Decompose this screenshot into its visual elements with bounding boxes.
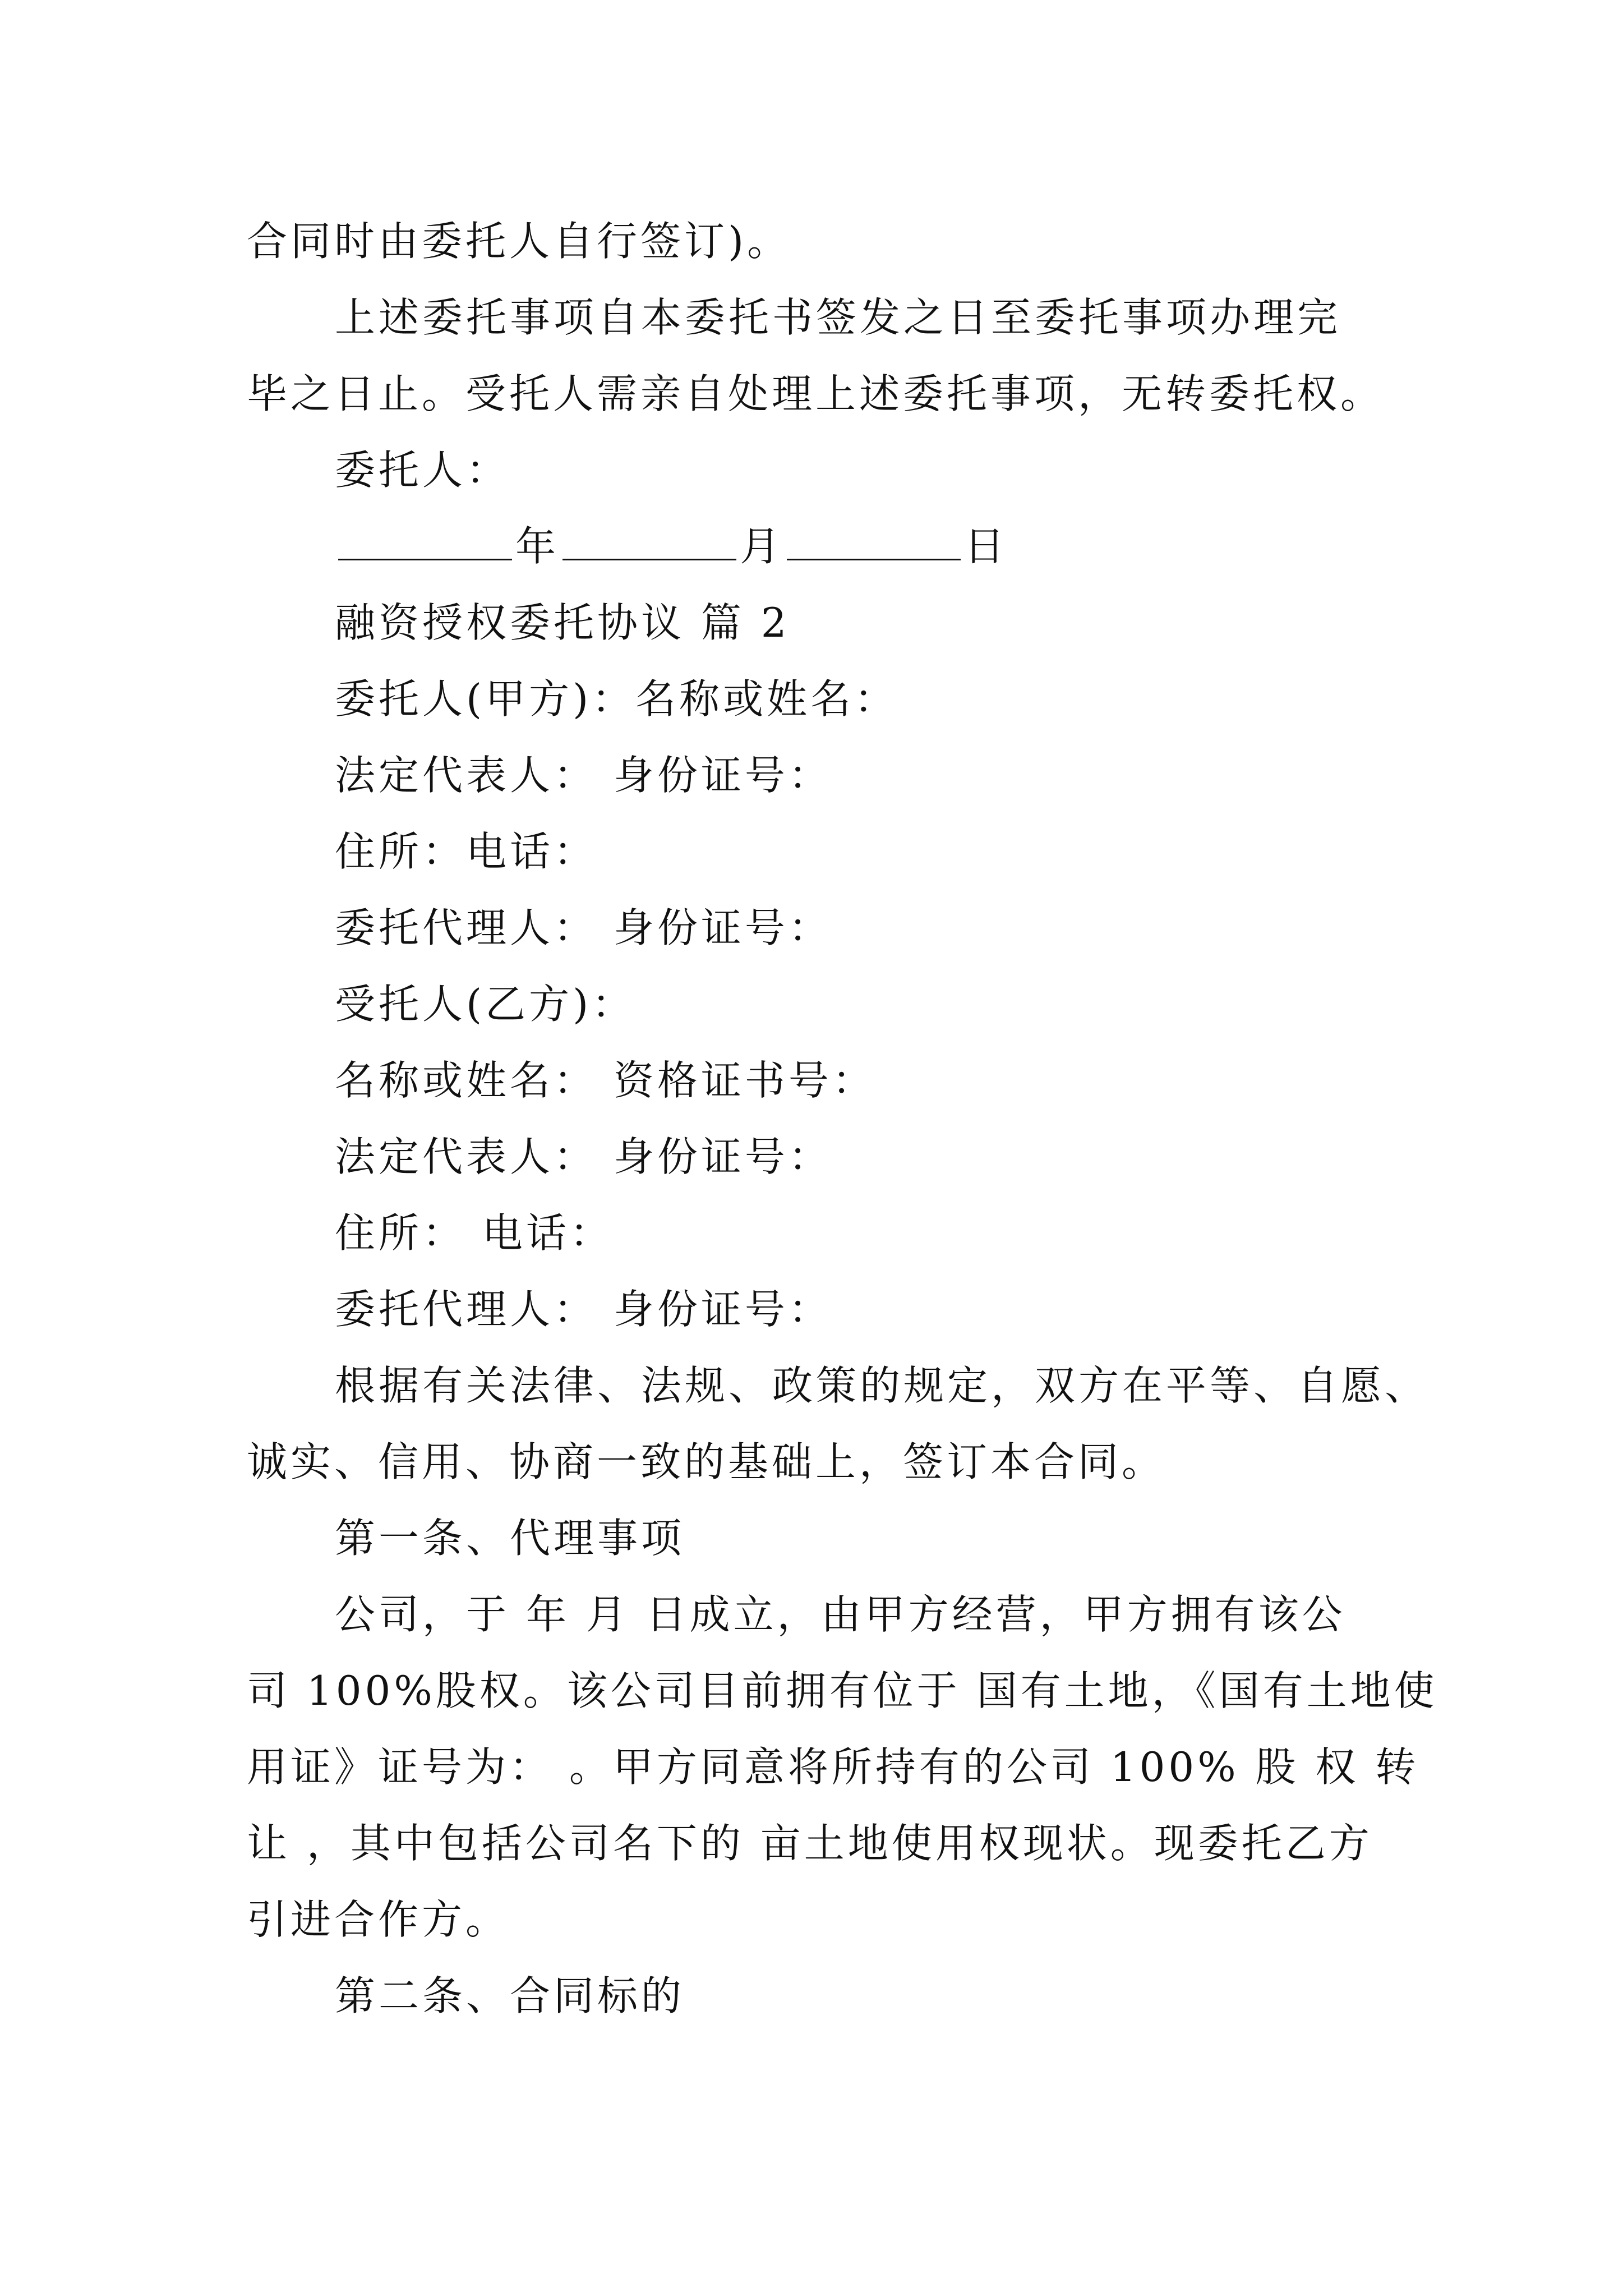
text-line: 根据有关法律、法规、政策的规定，双方在平等、自愿、 (335, 1362, 1429, 1409)
text-line: 住所：电话： (335, 828, 598, 875)
section-title: 融资授权委托协议 篇 2 (335, 599, 790, 646)
text-line: 委托人(甲方)：名称或姓名： (335, 675, 898, 723)
text-line: 法定代表人： 身份证号： (335, 1133, 832, 1180)
text-line: 委托人： (335, 447, 510, 494)
text-line: 名称或姓名： 资格证书号： (335, 1057, 876, 1104)
month-label: 月 (740, 523, 784, 570)
article-heading: 第二条、合同标的 (335, 1972, 685, 2019)
text-line: 毕之日止。受托人需亲自处理上述委托事项，无转委托权。 (247, 370, 1385, 417)
text-line: 公司，于 年 月 日成立，由甲方经营，甲方拥有该公 (335, 1591, 1346, 1638)
text-line: 上述委托事项自本委托书签发之日至委托事项办理完 (335, 294, 1341, 341)
text-line: 诚实、信用、协商一致的基础上，签订本合同。 (247, 1438, 1166, 1485)
text-line: 委托代理人： 身份证号： (335, 904, 832, 951)
signature-date-line (335, 519, 1008, 573)
day-label: 日 (964, 523, 1008, 570)
text-line: 委托代理人： 身份证号： (335, 1286, 832, 1333)
text-line: 住所： 电话： (335, 1209, 614, 1257)
text-line: 受托人(乙方)： (335, 981, 636, 1028)
text-line: 引进合作方。 (247, 1896, 510, 1943)
text-line: 让 ，其中包括公司名下的 亩土地使用权现状。现委托乙方 (247, 1820, 1373, 1867)
year-label: 年 (515, 523, 560, 570)
month-blank (562, 519, 736, 560)
text-line: 用证》证号为： 。甲方同意将所持有的公司 100% 股 权 转 (247, 1743, 1419, 1791)
text-line: 法定代表人： 身份证号： (335, 752, 832, 799)
text-line: 合同时由委托人自行签订)。 (247, 218, 791, 265)
day-blank (787, 519, 961, 560)
article-heading: 第一条、代理事项 (335, 1515, 685, 1562)
year-blank (338, 519, 512, 560)
text-line: 司 100%股权。该公司目前拥有位于 国有土地，《国有土地使 (247, 1667, 1438, 1714)
